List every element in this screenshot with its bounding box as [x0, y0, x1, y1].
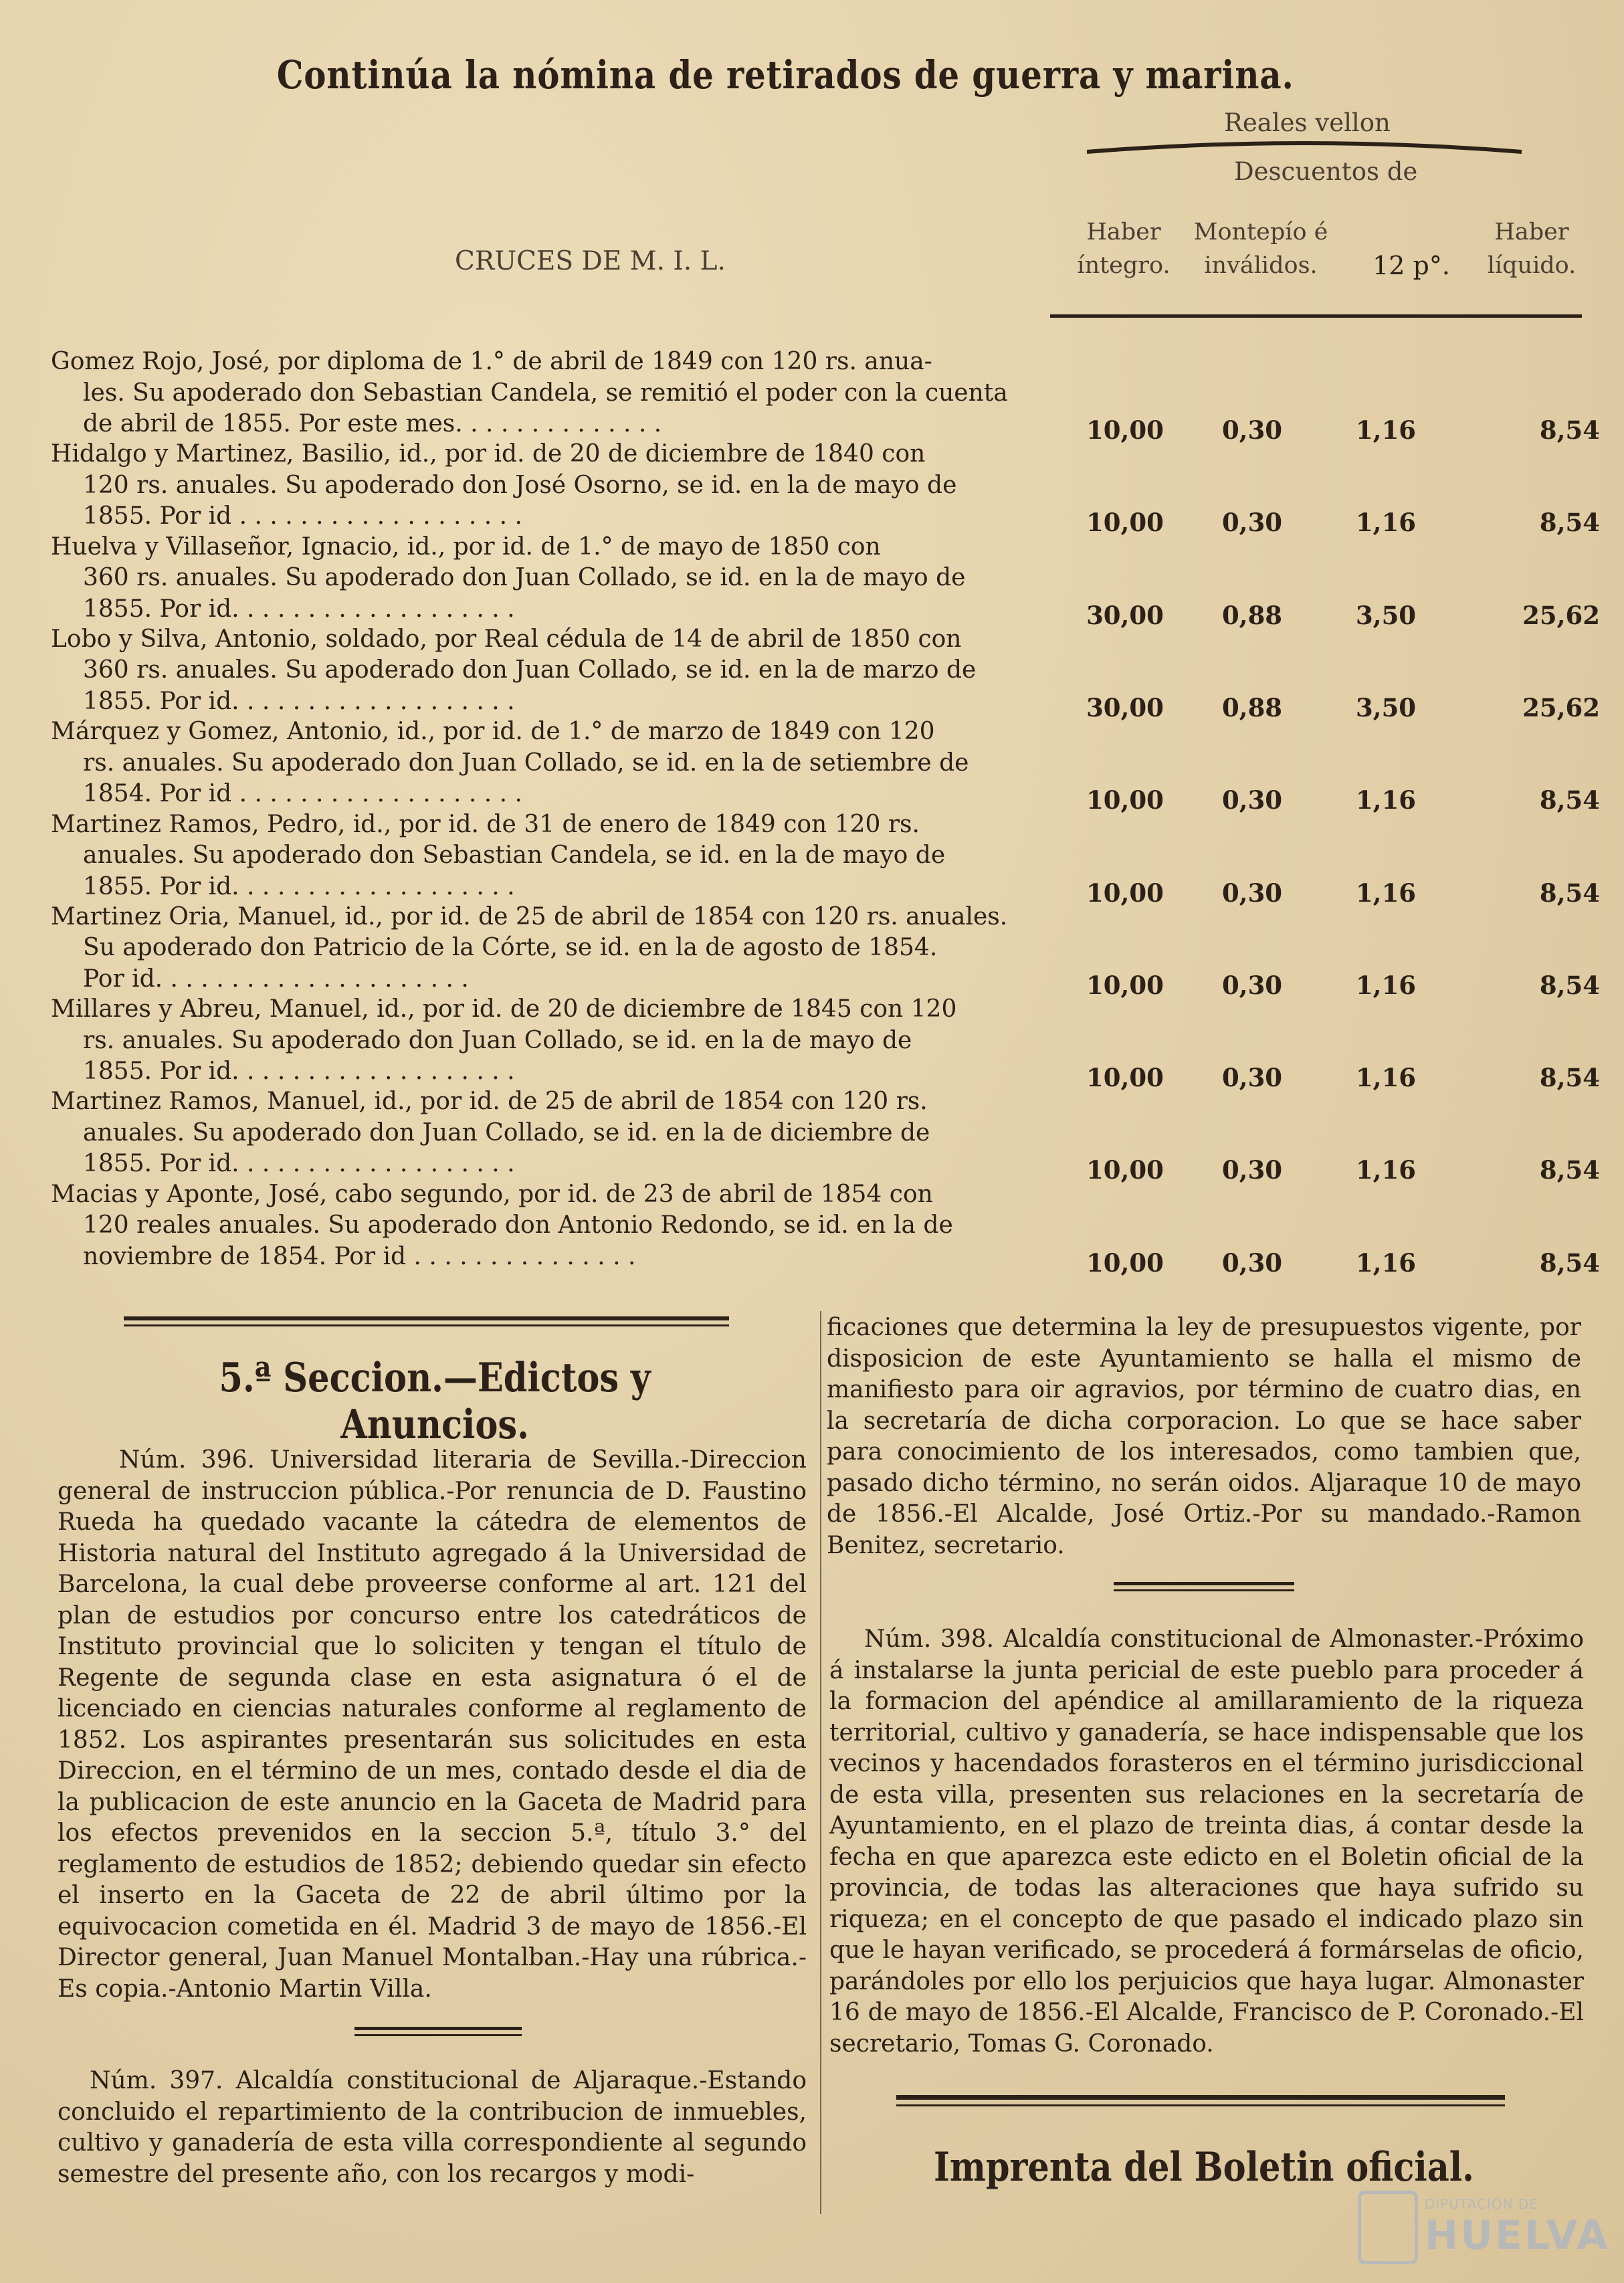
- column-rule: [820, 1311, 821, 2214]
- row-value-v4: 8,54: [1539, 1248, 1600, 1278]
- footer-rule-bottom: [896, 2104, 1505, 2106]
- anuncio-397-cont: ficaciones que determina la ley de presupuestos vigente, por disposicion de este Ayuntamiento se halla el mismo de manifiesto para oir agravios, por término de cuatro dias, en la secretaría de dicha corporacion. Lo que se hace saber para conocimiento de los interesados, como tambien que, pasado dicho término, no serán oidos. Aljaraque 10 de mayo de 1856.-El Alcalde, José Ortiz.-Por su mandado.-Ramon Benitez, secretario.: [827, 1314, 1581, 1559]
- row-text-line: Huelva y Villaseñor, Ignacio, id., por id. de 1.° de mayo de 1850 con: [51, 532, 881, 561]
- row-text-line: 1855. Por id . . . . . . . . . . . . . . . . . . .: [83, 502, 522, 530]
- row-value-v4: 8,54: [1539, 878, 1600, 908]
- row-value-v4: 25,62: [1522, 692, 1600, 722]
- footer-rule-top: [896, 2095, 1505, 2100]
- row-text-line: 1855. Por id. . . . . . . . . . . . . . . . . . .: [83, 687, 515, 715]
- row-value-v3: 3,50: [1355, 600, 1417, 630]
- row-text-line: 360 rs. anuales. Su apoderado don Juan Collado, se id. en la de marzo de: [83, 656, 977, 684]
- row-value-v1: 10,00: [1086, 1155, 1164, 1185]
- descuentos-label: Descuentos de: [1234, 157, 1418, 186]
- row-value-v1: 10,00: [1086, 1248, 1164, 1278]
- row-value-v4: 25,62: [1522, 600, 1600, 630]
- row-value-v4: 8,54: [1539, 785, 1600, 815]
- row-value-v2: 0,30: [1221, 785, 1283, 815]
- watermark-small-text: DIPUTACIÓN DE: [1425, 2196, 1538, 2212]
- row-text-line: 1854. Por id . . . . . . . . . . . . . . . . . . .: [83, 780, 522, 808]
- row-value-v4: 8,54: [1539, 970, 1600, 1000]
- table-row: [51, 346, 1041, 440]
- row-value-v3: 1,16: [1355, 1155, 1417, 1185]
- row-value-v1: 10,00: [1086, 878, 1164, 908]
- imprenta-footer: Imprenta del Boletin oficial.: [934, 2144, 1474, 2191]
- ornamental-rule: [1084, 137, 1525, 157]
- col-montepio: Montepío é inválidos.: [1193, 219, 1328, 279]
- row-value-v2: 0,30: [1221, 878, 1283, 908]
- row-value-v2: 0,30: [1221, 415, 1283, 445]
- row-text-line: 360 rs. anuales. Su apoderado don Juan Collado, se id. en la de mayo de: [83, 564, 966, 592]
- row-text-line: les. Su apoderado don Sebastian Candela, se remitió el poder con la cuenta: [83, 379, 1008, 407]
- row-value-v3: 1,16: [1355, 878, 1417, 908]
- row-value-v2: 0,30: [1221, 508, 1283, 538]
- building-emblem-icon: [1358, 2191, 1418, 2264]
- row-value-v2: 0,30: [1221, 1063, 1283, 1093]
- divider-396: [354, 2027, 522, 2030]
- table-row: [51, 439, 1041, 532]
- row-text-line: anuales. Su apoderado don Juan Collado, se id. en la de diciembre de: [83, 1118, 930, 1147]
- col-haber-integro: Haber íntegro.: [1077, 219, 1171, 279]
- row-value-v2: 0,30: [1221, 970, 1283, 1000]
- row-value-v3: 1,16: [1355, 1248, 1417, 1278]
- row-value-v2: 0,88: [1221, 600, 1283, 630]
- anuncio-396: Núm. 396. Universidad literaria de Sevilla.-Direccion general de instruccion pública.-Por renuncia de D. Faustino Rueda ha quedado vacante la cátedra de elementos de Historia natural del Instituto agregado á la Universidad de Barcelona, la cual debe proveerse conforme al art. 121 del plan de estudios por concurso entre los catedráticos de Instituto provincial que lo soliciten y tengan el título de Regente de segunda clase en esta asignatura ó el de licenciado en ciencias naturales conforme al reglamento de 1852. Los aspirantes presentarán sus solicitudes en esta Direccion, en el término de un mes, contado desde el dia de la publicacion de este anuncio en la Gaceta de Madrid para los efectos prevenidos en la seccion 5.ª, título 3.° del reglamento de estudios de 1852; debiendo quedar sin efecto el inserto en la Gaceta de 22 de abril último por la equivocacion cometida en él. Madrid 3 de mayo de 1856.-El Director general, Juan Manuel Montalban.-Hay una rúbrica.-Es copia.-Antonio Martin Villa.: [58, 1446, 807, 2003]
- row-text-line: anuales. Su apoderado don Sebastian Candela, se id. en la de mayo de: [83, 841, 946, 869]
- table-row: [51, 532, 1041, 625]
- divider-397-b: [1114, 1589, 1294, 1591]
- divider-396-b: [354, 2034, 522, 2036]
- row-value-v1: 10,00: [1086, 970, 1164, 1000]
- row-text-line: noviembre de 1854. Por id . . . . . . . . . . . . . . .: [83, 1242, 636, 1270]
- row-value-v4: 8,54: [1539, 1155, 1600, 1185]
- page-title: Continúa la nómina de retirados de guerra y marina.: [276, 52, 1294, 98]
- row-text-line: Su apoderado don Patricio de la Córte, se id. en la de agosto de 1854.: [83, 934, 938, 962]
- col-doce-por-ciento: 12 p°.: [1373, 251, 1450, 280]
- row-text-line: Por id. . . . . . . . . . . . . . . . . . . . .: [83, 965, 469, 993]
- divider-397: [1114, 1582, 1294, 1585]
- row-text-line: Martinez Ramos, Pedro, id., por id. de 31 de enero de 1849 con 120 rs.: [51, 810, 920, 838]
- row-text-line: Martinez Oria, Manuel, id., por id. de 25 de abril de 1854 con 120 rs. anuales.: [51, 902, 1008, 930]
- row-value-v3: 1,16: [1355, 970, 1417, 1000]
- section-rule-bottom: [124, 1324, 729, 1326]
- table-row: [51, 1179, 1041, 1273]
- row-value-v4: 8,54: [1539, 508, 1600, 538]
- row-value-v4: 8,54: [1539, 1063, 1600, 1093]
- table-row: [51, 809, 1041, 903]
- row-text-line: Lobo y Silva, Antonio, soldado, por Real cédula de 14 de abril de 1850 con: [51, 625, 962, 653]
- anuncio-398: Núm. 398. Alcaldía constitucional de Almonaster.-Próximo á instalarse la junta pericial de este pueblo para proceder á la formacion del apéndice al amillaramiento de la riqueza territorial, cultivo y ganadería, se hace indispensable que los vecinos y hacendados forasteros en el término jurisdiccional de esta villa, presenten sus relaciones en la secretaría de Ayuntamiento, en el plazo de treinta dias, á contar desde la fecha en que aparezca este edicto en el Boletin oficial de la provincia, de todas las alteraciones que haya sufrido su riqueza; en el concepto de que pasado el indicado plazo sin que le hayan verificado, se procederá á formárselas de oficio, parándoles por ello los perjuicios que haya lugar. Almonaster 16 de mayo de 1856.-El Alcalde, Francisco de P. Coronado.-El secretario, Tomas G. Coronado.: [829, 1625, 1584, 2058]
- row-value-v1: 30,00: [1086, 600, 1164, 630]
- row-value-v1: 10,00: [1086, 415, 1164, 445]
- row-text-line: 120 reales anuales. Su apoderado don Antonio Redondo, se id. en la de: [83, 1211, 953, 1239]
- row-value-v3: 1,16: [1355, 1063, 1417, 1093]
- watermark-big-text: HUELVA: [1425, 2212, 1610, 2259]
- section-title: 5.ª Seccion.—Edictos y Anuncios.: [219, 1355, 651, 1448]
- row-value-v2: 0,30: [1221, 1155, 1283, 1185]
- row-value-v1: 30,00: [1086, 692, 1164, 722]
- row-value-v1: 10,00: [1086, 785, 1164, 815]
- row-text-line: de abril de 1855. Por este mes. . . . . . . . . . . . . .: [83, 410, 662, 437]
- table-row: [51, 1086, 1041, 1180]
- row-text-line: 1855. Por id. . . . . . . . . . . . . . . . . . .: [83, 1150, 515, 1178]
- diputacion-watermark: [1358, 2191, 1610, 2264]
- row-text-line: 120 rs. anuales. Su apoderado don José Osorno, se id. en la de mayo de: [83, 471, 957, 499]
- row-text-line: rs. anuales. Su apoderado don Juan Collado, se id. en la de mayo de: [83, 1026, 912, 1054]
- row-text-line: 1855. Por id. . . . . . . . . . . . . . . . . . .: [83, 595, 515, 623]
- cruces-heading: CRUCES DE M. I. L.: [455, 246, 726, 276]
- row-value-v4: 8,54: [1539, 415, 1600, 445]
- reales-vellon-label: Reales vellon: [1224, 108, 1391, 137]
- anuncio-397: Núm. 397. Alcaldía constitucional de Aljaraque.-Estando concluido el repartimiento de la contribucion de inmuebles, cultivo y ganadería de esta villa correspondiente al segundo semestre del presente año, con los recargos y modi-: [58, 2067, 807, 2188]
- row-value-v3: 3,50: [1355, 692, 1417, 722]
- row-text-line: rs. anuales. Su apoderado don Juan Collado, se id. en la de setiembre de: [83, 749, 969, 777]
- row-text-line: Hidalgo y Martinez, Basilio, id., por id. de 20 de diciembre de 1840 con: [51, 440, 926, 468]
- row-value-v2: 0,88: [1221, 692, 1283, 722]
- row-text-line: 1855. Por id. . . . . . . . . . . . . . . . . . .: [83, 872, 515, 900]
- row-text-line: Gomez Rojo, José, por diploma de 1.° de abril de 1849 con 120 rs. anua-: [51, 348, 932, 375]
- header-rule: [1050, 314, 1582, 318]
- row-text-line: Millares y Abreu, Manuel, id., por id. de 20 de diciembre de 1845 con 120: [51, 995, 957, 1023]
- table-row: [51, 624, 1041, 718]
- section-rule-top: [124, 1316, 729, 1320]
- table-row: [51, 716, 1041, 810]
- row-value-v2: 0,30: [1221, 1248, 1283, 1278]
- table-row: [51, 902, 1041, 995]
- row-text-line: Martinez Ramos, Manuel, id., por id. de 25 de abril de 1854 con 120 rs.: [51, 1088, 928, 1116]
- row-text-line: Macias y Aponte, José, cabo segundo, por id. de 23 de abril de 1854 con: [51, 1180, 933, 1208]
- row-value-v1: 10,00: [1086, 508, 1164, 538]
- table-row: [51, 994, 1041, 1088]
- row-value-v3: 1,16: [1355, 508, 1417, 538]
- row-text-line: 1855. Por id. . . . . . . . . . . . . . . . . . .: [83, 1058, 515, 1086]
- row-value-v3: 1,16: [1355, 785, 1417, 815]
- row-text-line: Márquez y Gomez, Antonio, id., por id. de 1.° de marzo de 1849 con 120: [51, 718, 935, 746]
- row-value-v1: 10,00: [1086, 1063, 1164, 1093]
- row-value-v3: 1,16: [1355, 415, 1417, 445]
- col-haber-liquido: Haber líquido.: [1487, 219, 1577, 279]
